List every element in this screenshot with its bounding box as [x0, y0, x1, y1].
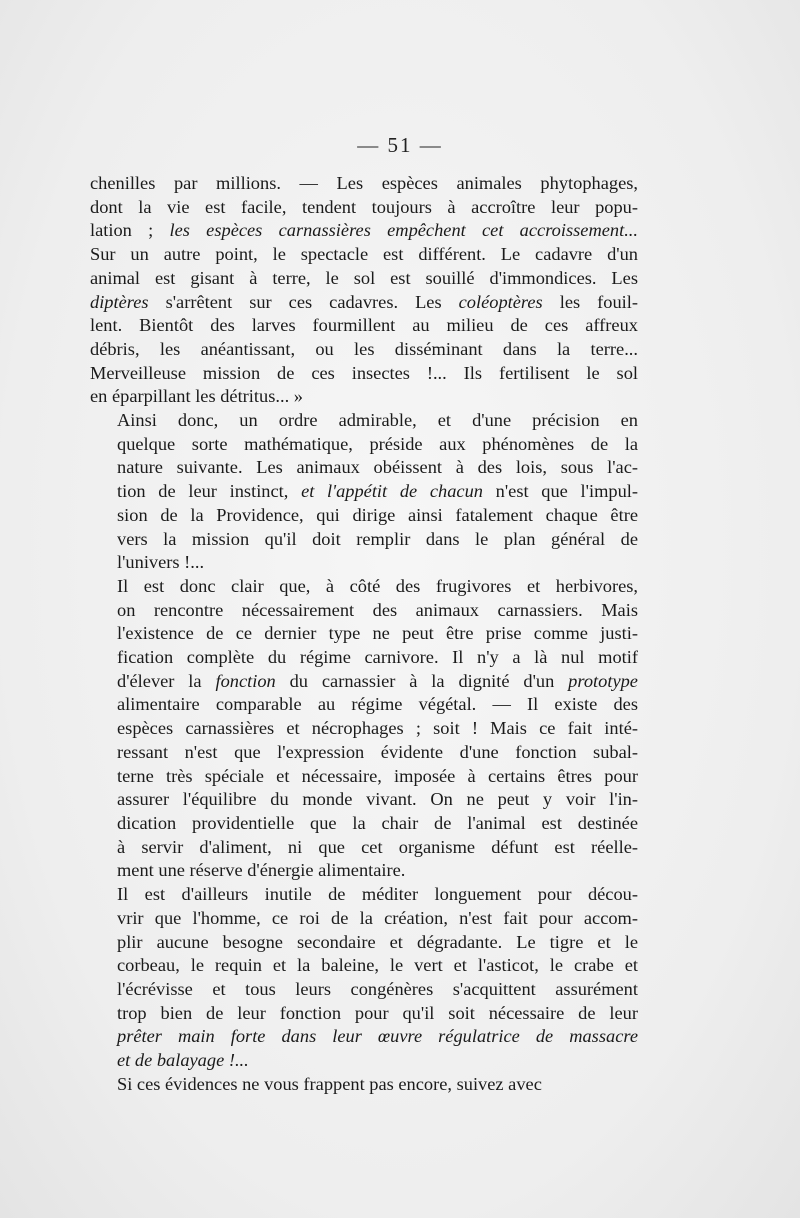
- text-line: [90, 883, 638, 907]
- text-line: [90, 693, 638, 717]
- text-line: [90, 172, 638, 196]
- text-line: [90, 717, 638, 741]
- italic-run: diptères: [90, 291, 149, 312]
- text-line: [90, 859, 638, 883]
- text-run: Ainsi donc, un ordre admirable, et d'une précision en: [117, 410, 638, 431]
- text-line: [90, 409, 638, 433]
- italic-run: fonction: [215, 670, 276, 691]
- text-line: [90, 456, 638, 480]
- text-line: [90, 788, 638, 812]
- text-run: Il est d'ailleurs inutile de méditer longuement pour décou-: [117, 884, 638, 905]
- text-line: [90, 196, 638, 220]
- paragraph: [90, 172, 638, 409]
- text-run: plir aucune besogne secondaire et dégradante. Le tigre et le: [117, 931, 638, 952]
- italic-run: prêter main forte dans leur œuvre régulatrice de massacre: [117, 1026, 638, 1047]
- text-line: [90, 812, 638, 836]
- text-run: à servir d'aliment, ni que cet organisme défunt est réelle-: [117, 836, 638, 857]
- text-run: l'existence de ce dernier type ne peut être prise comme justi-: [117, 623, 638, 644]
- text-run: ment une réserve d'énergie alimentaire.: [117, 860, 406, 881]
- text-run: Il est donc clair que, à côté des frugivores et herbivores,: [117, 575, 638, 596]
- text-line: [90, 480, 638, 504]
- text-run: espèces carnassières et nécrophages ; soit ! Mais ce fait inté-: [117, 718, 638, 739]
- text-run: s'arrêtent sur ces cadavres. Les: [148, 291, 459, 312]
- text-run: vers la mission qu'il doit remplir dans le plan général de: [117, 528, 638, 549]
- italic-run: et l'appétit de chacun: [301, 481, 483, 502]
- text-run: on rencontre nécessairement des animaux carnassiers. Mais: [117, 599, 638, 620]
- text-line: [90, 338, 638, 362]
- body-text: [90, 172, 638, 1096]
- italic-run: les espèces carnassières empêchent cet accroissement...: [169, 220, 639, 241]
- text-line: [90, 622, 638, 646]
- text-line: [90, 433, 638, 457]
- text-run: n'est que l'impul-: [482, 481, 638, 502]
- text-line: [90, 1025, 638, 1049]
- text-run: corbeau, le requin et la baleine, le vert et l'asticot, le crabe et: [117, 955, 638, 976]
- text-line: [90, 670, 638, 694]
- text-line: [90, 765, 638, 789]
- italic-run: et de balayage !...: [117, 1050, 249, 1071]
- text-line: [90, 978, 638, 1002]
- text-run: en éparpillant les détritus... »: [90, 386, 303, 407]
- text-line: [90, 1073, 638, 1097]
- text-run: l'univers !...: [117, 552, 205, 573]
- text-run: dont la vie est facile, tendent toujours à accroître leur popu-: [90, 196, 638, 217]
- text-line: [90, 741, 638, 765]
- text-run: ressant n'est que l'expression évidente d'une fonction subal-: [117, 741, 638, 762]
- text-run: assurer l'équilibre du monde vivant. On ne peut y voir l'in-: [117, 789, 638, 810]
- text-run: l'écrévisse et tous leurs congénères s'acquittent assurément: [117, 978, 638, 999]
- text-line: [90, 504, 638, 528]
- paragraph: [90, 409, 638, 575]
- text-line: [90, 836, 638, 860]
- text-run: Merveilleuse mission de ces insectes !... Ils fertilisent le sol: [90, 362, 638, 383]
- text-line: [90, 243, 638, 267]
- text-run: débris, les anéantissant, ou les disséminant dans la terre...: [90, 338, 638, 359]
- page-number: — 51 —: [357, 133, 443, 157]
- text-line: [90, 551, 638, 575]
- text-line: [90, 954, 638, 978]
- text-line: [90, 1002, 638, 1026]
- text-run: d'élever la: [117, 670, 216, 691]
- text-line: [90, 907, 638, 931]
- text-line: [90, 599, 638, 623]
- paragraph: [90, 1073, 638, 1097]
- text-run: lation ;: [90, 220, 170, 241]
- text-line: [90, 267, 638, 291]
- text-run: terne très spéciale et nécessaire, imposée à certains êtres pour: [117, 765, 638, 786]
- text-line: [90, 291, 638, 315]
- text-line: [90, 314, 638, 338]
- text-line: [90, 219, 638, 243]
- text-run: dication providentielle que la chair de l'animal est destinée: [117, 812, 638, 833]
- text-run: les fouil-: [542, 291, 639, 312]
- text-run: Sur un autre point, le spectacle est différent. Le cadavre d'un: [90, 244, 638, 265]
- text-run: tion de leur instinct,: [117, 481, 302, 502]
- text-line: [90, 528, 638, 552]
- text-line: [90, 646, 638, 670]
- text-run: alimentaire comparable au régime végétal. — Il existe des: [117, 694, 638, 715]
- paragraph: [90, 883, 638, 1073]
- italic-run: coléoptères: [458, 291, 543, 312]
- text-run: fication complète du régime carnivore. Il n'y a là nul motif: [117, 647, 638, 668]
- text-run: du carnassier à la dignité d'un: [275, 670, 569, 691]
- text-run: lent. Bientôt des larves fourmillent au milieu de ces affreux: [90, 315, 638, 336]
- italic-run: prototype: [568, 670, 638, 691]
- text-run: sion de la Providence, qui dirige ainsi fatalement chaque être: [117, 504, 638, 525]
- text-line: [90, 385, 638, 409]
- text-run: Si ces évidences ne vous frappent pas encore, suivez avec: [117, 1073, 542, 1094]
- text-run: trop bien de leur fonction pour qu'il soit nécessaire de leur: [117, 1002, 638, 1023]
- text-line: [90, 931, 638, 955]
- text-run: nature suivante. Les animaux obéissent à des lois, sous l'ac-: [117, 457, 638, 478]
- text-run: chenilles par millions. — Les espèces animales phytophages,: [90, 173, 638, 193]
- paragraph: [90, 575, 638, 883]
- text-run: vrir que l'homme, ce roi de la création, n'est fait pour accom-: [117, 907, 638, 928]
- text-line: [90, 362, 638, 386]
- text-run: quelque sorte mathématique, préside aux phénomènes de la: [117, 433, 638, 454]
- text-run: animal est gisant à terre, le sol est souillé d'immondices. Les: [90, 267, 638, 288]
- text-line: [90, 575, 638, 599]
- text-line: [90, 1049, 638, 1073]
